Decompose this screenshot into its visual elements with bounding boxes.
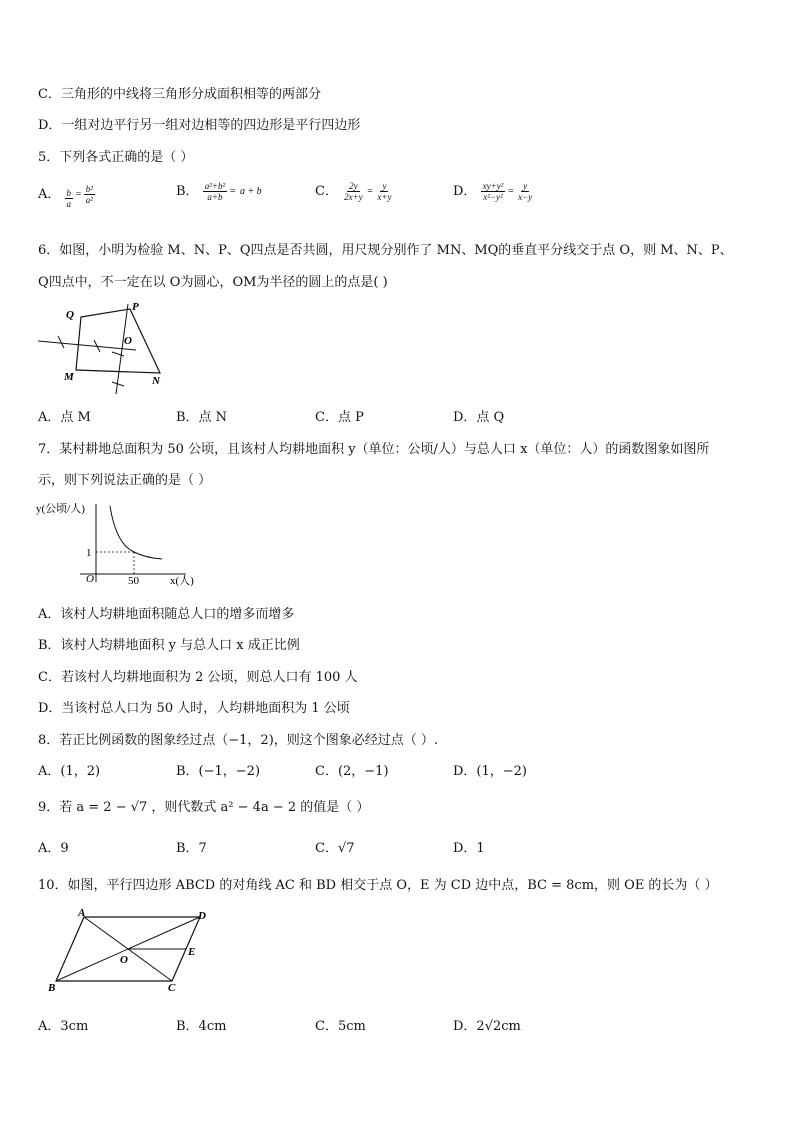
equals-sign: = [229,186,236,197]
quadrilateral-mnpq [76,309,160,373]
q9-option-a: A．9 [38,841,69,856]
q6-option-a: A．点 M [38,410,91,425]
q4-option-d: D．一组对边平行另一组对边相等的四边形是平行四边形 [38,118,361,133]
numerator: y [523,181,528,191]
q7-option-a: A．该村人均耕地面积随总人口的增多而增多 [38,607,295,622]
fraction [481,181,506,202]
q4-option-c: C．三角形的中线将三角形分成面积相等的两部分 [38,87,321,102]
q6-stem-line1: 6．如图，小明为检验 M、N、P、Q四点是否共圆，用尺规分别作了 MN、MQ的垂直平分线交于点 O，则 M、N、P、 [38,243,733,258]
equals-sign: = [507,186,515,197]
fraction [203,181,227,202]
label-p: P [132,301,139,313]
q10-parallelogram-figure [40,905,220,995]
denominator: a [66,199,72,209]
numerator: xy+y² [482,181,504,191]
q8-option-a: A．(1，2) [38,764,101,779]
q7-stem-line1: 7．某村耕地总面积为 50 公顷，且该村人均耕地面积 y（单位：公顷/人）与总人口 x（单位：人）的函数图象如图所 [38,442,710,457]
q6-option-d: D．点 Q [453,410,505,425]
origin-label: O [86,573,94,585]
label-e: E [188,946,196,958]
label-o: O [124,335,132,347]
numerator: a²+b² [204,181,226,191]
q10-option-a: A．3cm [38,1019,89,1034]
q5-option-c [315,180,393,202]
q9-option-c: C．√7 [315,841,355,856]
numerator: b² [85,184,93,194]
inverse-curve [110,506,162,559]
q10-option-c: C．5cm [315,1019,366,1034]
label-d: D [198,910,206,922]
fraction [342,181,365,202]
equals-sign: = [366,186,374,197]
q5-option-d [453,180,534,202]
x-tick-label: 50 [128,575,139,587]
q5-stem: 5．下列各式正确的是（ ） [38,150,194,165]
q8-option-d: D．(1，−2) [453,764,528,779]
q8-stem: 8．若正比例函数的图象经过点（−1，2)，则这个图象必经过点（ ）. [38,733,439,748]
q6-option-b: B．点 N [176,410,228,425]
fraction [65,188,74,209]
q10-option-b: B．4cm [176,1019,227,1034]
q9-option-b: B．7 [176,841,207,856]
denominator: x−y [518,192,533,202]
q6-quadrilateral-figure [36,300,168,400]
q7-function-graph [36,498,196,590]
q6-stem-line2: Q四点中，不一定在以 O为圆心，OM为半径的圆上的点是( ) [38,275,388,290]
label-n: N [152,375,160,387]
denominator: a+b [207,192,223,202]
q7-option-d: D．当该村总人口为 50 人时，人均耕地面积为 1 公顷 [38,701,350,716]
option-label: B． [176,184,199,199]
q5-option-a [38,180,95,209]
numerator: b [66,188,72,198]
option-label: D． [453,184,477,199]
equals-sign: = [75,189,82,200]
label-b: B [48,982,56,994]
y-axis-label: y(公顷/人) [36,503,85,515]
option-label: A． [38,187,61,202]
numerator: 2y [349,181,358,191]
q10-stem: 10．如图，平行四边形 ABCD 的对角线 AC 和 BD 相交于点 O，E 为 CD 边中点，BC = 8cm，则 OE 的长为（ ） [38,878,718,893]
q10-option-d: D．2√2cm [453,1019,521,1034]
q9-option-d: D．1 [453,841,485,856]
expression: a + b [239,186,262,197]
q6-option-c: C．点 P [315,410,364,425]
label-c: C [168,982,176,994]
x-axis-label: x(人) [170,575,194,587]
q5-option-b [176,180,264,202]
y-tick-label: 1 [86,547,92,559]
label-q: Q [66,309,74,321]
numerator: y [382,181,387,191]
q8-option-b: B．(−1，−2) [176,764,261,779]
q7-option-b: B．该村人均耕地面积 y 与总人口 x 成正比例 [38,638,300,653]
fraction [84,184,95,205]
denominator: x+y [377,192,392,202]
perpendicular-bisector-mq [38,341,136,350]
q7-stem-line2: 示，则下列说法正确的是（ ） [38,473,212,488]
fraction [516,181,534,202]
label-a: A [78,907,86,919]
q8-option-c: C．(2，−1) [315,764,389,779]
label-o: O [120,954,128,966]
label-m: M [64,371,74,383]
option-label: C． [315,184,338,199]
q7-option-c: C．若该村人均耕地面积为 2 公顷，则总人口有 100 人 [38,670,358,685]
denominator: x²−y² [483,192,503,202]
q9-stem: 9．若 a = 2 − √7 ，则代数式 a² − 4a − 2 的值是（ ） [38,800,370,815]
denominator: 2x+y [344,192,363,202]
fraction [375,181,393,202]
denominator: a² [85,195,93,205]
